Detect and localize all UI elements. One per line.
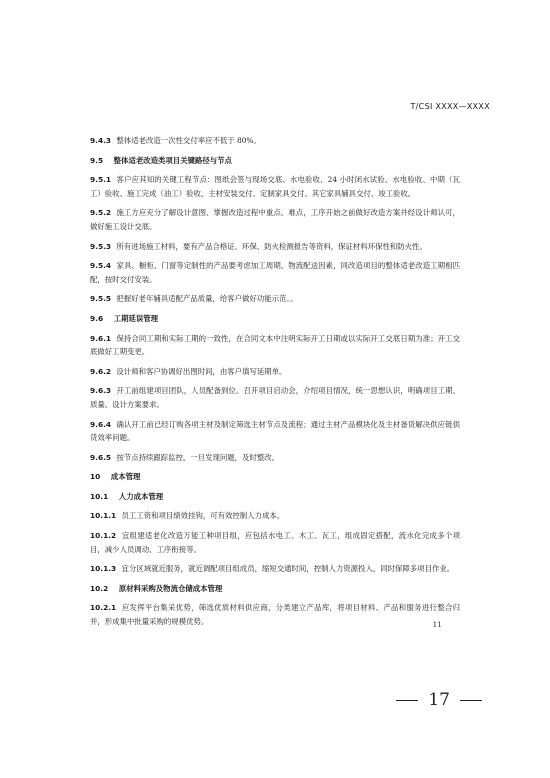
clause-text: 按节点持续跟踪监控，一旦发现问题，及时整改。 — [116, 452, 280, 462]
clause-number: 10.1.1 — [90, 511, 117, 521]
section-heading-9-5 — [90, 154, 460, 168]
clause-text: 设计师和客户协调好出图时间，由客户填写延期单。 — [116, 366, 287, 376]
clause-9-5-3 — [90, 240, 460, 254]
clause-10-1-1 — [90, 509, 460, 523]
clause-9-6-2 — [90, 365, 460, 379]
clause-number: 9.6.3 — [90, 386, 112, 396]
clause-9-6-4 — [90, 418, 460, 445]
clause-9-6-5 — [90, 451, 460, 465]
page-number: 17 — [428, 690, 450, 710]
clause-text: 应发挥平台集采优势，筛选优质材料供应商，分类建立产品库，将项目材料、产品和服务进行整合归并，形成集中批量采购的规模优势。 — [90, 603, 460, 627]
heading-text: 整体适老改造类项目关键路径与节点 — [113, 155, 232, 165]
clause-number: 10.1.3 — [90, 564, 117, 574]
clause-number: 9.6.5 — [90, 452, 112, 462]
clause-text: 把握好老年辅具适配产品质量，给客户做好功能示范。。 — [116, 294, 298, 304]
clause-number: 9.5.4 — [90, 261, 112, 271]
heading-text: 人力成本管理 — [118, 491, 164, 501]
clause-number: 9.5.5 — [90, 294, 112, 304]
clause-number: 9.4.3 — [90, 136, 112, 145]
heading-number: 9.5 — [90, 155, 104, 165]
clause-text: 保持合同工期和实际工期的一致性，在合同文本中注明实际开工日期或以实际开工交底日期为准；开工交底做好工期变更。 — [90, 333, 460, 357]
clause-text: 开工前组建项目团队，人员配备到位。召开项目启动会，介绍项目情况，统一思想认识，明确项目工期、质量、设计方案要求。 — [90, 386, 460, 409]
page-footer — [396, 690, 482, 710]
clause-number: 9.5.2 — [90, 208, 112, 218]
clause-number: 9.6.2 — [90, 366, 112, 376]
heading-number: 9.6 — [90, 313, 104, 323]
clause-number: 10.1.2 — [90, 531, 117, 541]
heading-number: 10.1 — [90, 491, 109, 501]
chapter-heading-10 — [90, 470, 460, 484]
clause-number: 9.6.4 — [90, 419, 112, 429]
clause-number: 9.6.1 — [90, 333, 112, 343]
heading-text: 成本管理 — [110, 472, 141, 482]
clause-9-6-1 — [90, 332, 460, 359]
inner-page-number: 11 — [432, 620, 442, 629]
clause-9-5-1 — [90, 173, 460, 200]
clause-text: 确认开工前已经订购各项主材及制定筛选主材节点及流程；通过主材产品模块化及主材备货解决供应链供货效率问题。 — [90, 419, 460, 443]
section-heading-10-1 — [90, 490, 460, 504]
standard-code: T/CSI XXXX—XXXX — [410, 102, 490, 111]
clause-text: 员工工资和项目绩效挂钩，可有效控制人力成本。 — [121, 511, 285, 521]
clause-text: 客户应其知的关键工程节点：图纸会签与现场交底、水电验收、24 小时闭水试验、水电验收、中期（瓦工）验收、施工完成（油工）验收、主材安装交付、定制家具交付、其它家具辅具交付、竣工验收。 — [90, 175, 460, 198]
clause-number: 9.5.3 — [90, 241, 112, 251]
clause-10-1-2 — [90, 529, 460, 556]
clause-text: 宜组建适老化改造万能工种项目组，应包括水电工、木工、瓦工，组成固定搭配，流水化完成多个项目，减少人员调动、工序衔接等。 — [90, 531, 460, 554]
clause-9-5-4 — [90, 259, 460, 286]
clause-text: 所有进场施工材料，要有产品合格证、环保、防火检测报告等资料，保证材料环保性和防火性。 — [116, 241, 427, 251]
clause-text: 整体适老改造一次性交付率应不低于 80%。 — [116, 136, 261, 145]
clause-10-2-1 — [90, 601, 460, 628]
heading-number: 10.2 — [90, 583, 109, 593]
clause-text: 家具、橱柜、门窗等定制性的产品要考虑加工周期、物流配送因素，同改造项目的整体适老改造工期相匹配，按时交付安装。 — [90, 261, 460, 284]
clause-9-4-3 — [90, 134, 460, 148]
clause-text: 宜分区域就近服务，就近调配项目组成员，缩短交通时间，控制人力资源投入，同时保障多项目作业。 — [121, 564, 455, 574]
clause-text: 施工方应充分了解设计意图、掌握改造过程中重点、难点，工序开始之前做好改造方案并经设计师认可，做好施工设计交底。 — [90, 208, 460, 231]
clause-10-1-3 — [90, 562, 460, 576]
footer-dash-left — [396, 700, 418, 701]
clause-number: 9.5.1 — [90, 175, 112, 185]
document-body — [90, 134, 460, 635]
clause-9-5-2 — [90, 206, 460, 233]
footer-dash-right — [460, 700, 482, 701]
section-heading-10-2 — [90, 582, 460, 596]
heading-text: 原材料采购及物流仓储成本管理 — [118, 583, 223, 593]
heading-text: 工期延误管理 — [113, 313, 159, 323]
clause-9-5-5 — [90, 292, 460, 306]
section-heading-9-6 — [90, 312, 460, 326]
heading-number: 10 — [90, 472, 101, 482]
clause-number: 10.2.1 — [90, 603, 117, 613]
clause-9-6-3 — [90, 384, 460, 411]
